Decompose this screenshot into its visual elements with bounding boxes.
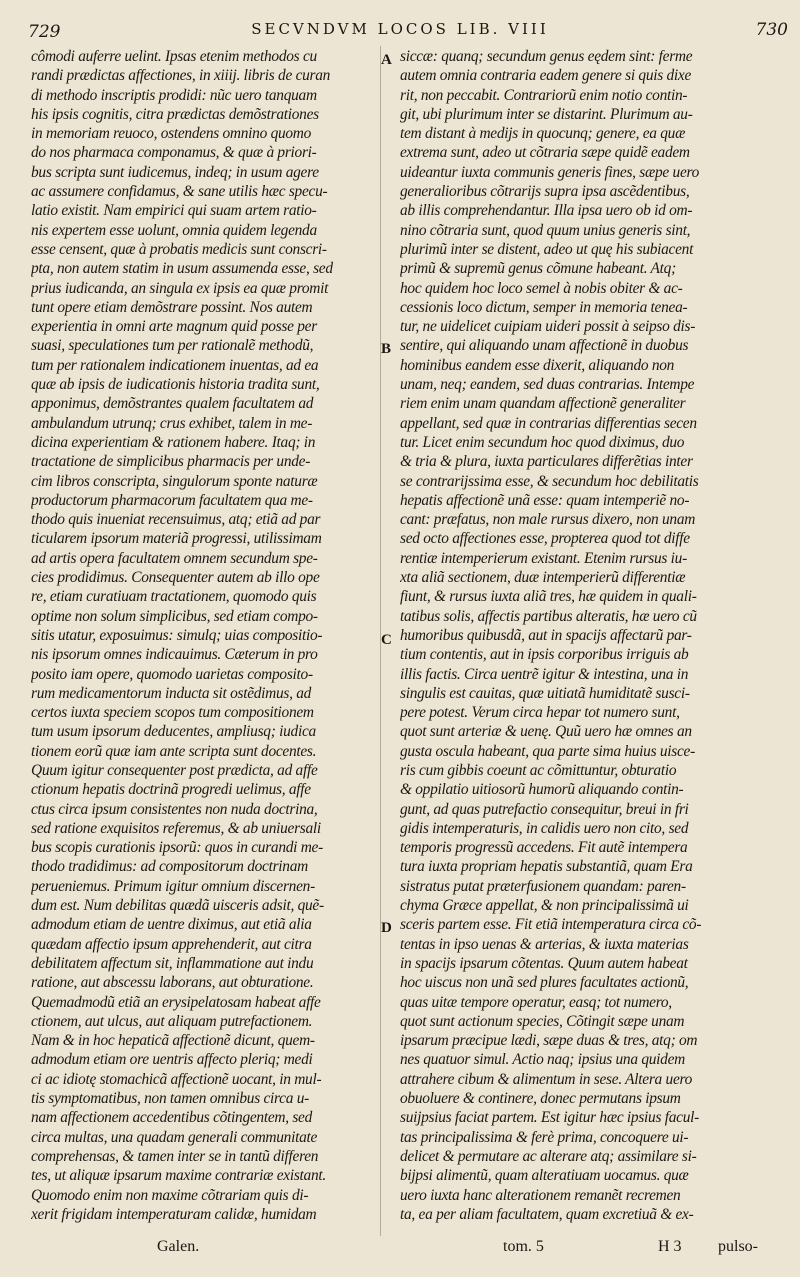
text-line: posito iam opere, quomodo uarietas composito-: [31, 665, 313, 683]
text-line: siccæ: quanq; secundum genus eędem sint: ferme: [400, 48, 693, 65]
text-line: illis factis. Circa uentrẽ igitur & intestina, una in: [400, 665, 689, 683]
text-line: admodum etiam de uentre diximus, aut etiã alia: [31, 916, 312, 934]
text-line: & oppilatio uitiosorũ humorũ aliquando contin-: [400, 781, 684, 799]
text-line: nis expertem esse uolunt, omnia quidem legenda: [31, 221, 317, 239]
text-line: singulis est cauitas, quæ uitiatã humiditatẽ susci-: [400, 684, 690, 702]
text-line: apponimus, demõstrantes qualem facultatem ad: [31, 395, 314, 413]
text-line: tentas in ipso uenas & arterias, & iuxta materias: [400, 935, 689, 953]
text-line: & tria & plura, iuxta particulares differẽtias inter: [400, 453, 693, 471]
text-line: riem enim unam quandam affectionẽ generaliter: [400, 395, 686, 413]
text-line: certos iuxta speciem scopos tum compositionem: [31, 704, 314, 722]
text-line: quas uitæ tempore operatur, easq; tot numero,: [400, 993, 672, 1011]
text-line: tractatione de simplicibus pharmacis per unde-: [31, 453, 311, 471]
text-line: uideantur iuxta communis generis fines, sæpe uero: [400, 163, 700, 181]
text-line: autem omnia contraria eadem genere si quis dixe: [400, 67, 692, 85]
footer-catchword: pulso-: [718, 1238, 758, 1255]
right-page-number: 730: [755, 20, 788, 40]
text-line: extrema sunt, adeo ut cõtraria sæpe quidẽ eadem: [400, 144, 690, 162]
text-line: git, ubi plurimum inter se distarint. Plurimum au-: [400, 105, 693, 123]
text-line: bus scripta sunt iudicemus, indeq; in usum agere: [31, 163, 319, 181]
text-line: hominibus eandem esse dixerit, aliquando non: [400, 356, 675, 374]
text-line: perueniemus. Primum igitur omnium discernen-: [31, 877, 315, 895]
text-line: experientia in omni arte magnum quid posse per: [31, 318, 317, 336]
text-line: ticularem ipsorum materiã progressi, utilissimam: [31, 530, 322, 548]
text-line: sitis utatur, exposuimus: simulq; uias compositio-: [31, 626, 323, 644]
text-line: plurimũ inter se distent, adeo ut quę his subiacent: [400, 240, 694, 258]
footer-author: Galen.: [157, 1238, 200, 1255]
text-line: quot sunt actionum species, Cõtingit sæpe unam: [400, 1012, 685, 1030]
text-line: attrahere cibum & alimentum in sese. Altera uero: [400, 1070, 693, 1088]
text-line: di methodo inscriptis prodidi: nũc uero tanquam: [31, 86, 317, 104]
text-line: temporis progressũ accedens. Fit autẽ intempera: [400, 839, 688, 857]
text-line: gidis intemperaturis, in calidis uero non cito, sed: [400, 819, 689, 837]
text-line: sistratus putat præterfusionem quandam: paren-: [400, 877, 686, 895]
text-line: xta aliã sectionem, duæ intemperierũ differentiæ: [400, 569, 686, 587]
text-line: thodo tradidimus: ad compositorum doctrinam: [31, 858, 308, 876]
text-line: ipsarum præcipue lædi, sæpe duas & tres, atq; om: [400, 1032, 698, 1050]
page-header: [0, 0, 800, 40]
text-line: tunt opere etiam demõstrare possint. Nos autem: [31, 298, 313, 316]
text-line: bijpsi alimentũ, quam alteratiuam uocamus. quæ: [400, 1167, 689, 1185]
text-line: gusta oscula habeant, qua parte sima huius uisce-: [400, 742, 695, 760]
text-line: rit, non peccabit. Contrariorũ enim notio contin-: [400, 86, 688, 104]
text-line: sceris partem esse. Fit etiã intemperatura circa cõ-: [400, 916, 702, 934]
text-line: tur. Licet enim secundum hoc quod diximus, duo: [400, 433, 685, 451]
text-line: chyma Græce appellat, & non principalissimã ui: [400, 897, 689, 915]
text-line: Quum igitur consequenter post prædicta, ad affe: [31, 761, 318, 779]
text-line: tes, ut aliquæ ipsarum maxime contrariæ existant.: [31, 1167, 326, 1185]
margin-marker-d: D: [381, 920, 392, 936]
text-line: tem distant à medijs in quocunq; genere, ea quæ: [400, 125, 686, 143]
text-line: quædam affectio ipsum apprehenderit, aut citra: [31, 935, 312, 953]
footer-signature: H 3: [658, 1238, 682, 1255]
text-line: rentiæ intemperierum existant. Etenim rursus iu-: [400, 549, 687, 567]
text-line: Quomodo enim non maxime cõtrariam quis di-: [31, 1186, 309, 1204]
text-line: quot sunt arteriæ & uenę. Quũ uero hæ omnes an: [400, 723, 692, 741]
text-line: se contrarijssima esse, & secundum hoc debilitatis: [400, 472, 699, 490]
text-line: unam, neq; eandem, sed duas contrarias. Intempe: [400, 376, 695, 394]
text-line: latio existit. Nam empirici qui suam artem ratio-: [31, 202, 317, 220]
text-line: in spacijs ipsarum cõtentas. Quum autem habeat: [400, 954, 688, 972]
text-line: admodum etiam ore uentris affecto pleriq; medi: [31, 1051, 313, 1069]
left-page-number: 729: [28, 22, 61, 42]
text-line: uero iuxta hanc alterationem remanẽt recremen: [400, 1186, 681, 1204]
text-line: randi prædictas affectiones, in xiiij. libris de curan: [31, 67, 331, 85]
text-line: ci ac idiotę stomachicã affectionẽ uocant, in mul-: [31, 1070, 322, 1088]
text-line: quæ ab ipsis de iudicationis historia tradita sunt,: [31, 376, 320, 394]
text-line: ta, ea per aliam facultatem, quam excretiuã & ex-: [400, 1205, 694, 1223]
text-line: debilitatem affectum sit, inflammatione aut indu: [31, 954, 314, 972]
text-line: ab illis comprehendantur. Illa ipsa uero ob id om-: [400, 202, 693, 220]
text-line: productorum pharmacorum facultatem qua me-: [31, 491, 313, 509]
text-line: delicet & permutare ac alterare atq; assimilare si-: [400, 1147, 697, 1165]
right-text-column: [400, 47, 792, 1224]
text-line: Quemadmodũ etiã an erysipelatosam habeat affe: [31, 993, 321, 1011]
margin-marker-a: A: [381, 52, 392, 68]
text-line: tas principalissima & ferè prima, concoquere ui-: [400, 1128, 689, 1146]
text-line: tium contentis, aut in ipsis corporibus irriguis ab: [400, 646, 689, 664]
text-line: pere potest. Verum circa hepar tot numero sunt,: [400, 704, 680, 722]
text-line: cant: præfatus, non male rursus dixero, non unam: [400, 511, 696, 529]
text-line: optime non solum simplicibus, sed etiam compo-: [31, 607, 318, 625]
text-line: sed ratione exquisitos referemus, & ab uniuersali: [31, 819, 321, 837]
text-line: comprehensas, & tamen inter se in tantũ differen: [31, 1147, 319, 1165]
margin-marker-b: B: [381, 341, 392, 357]
text-line: tis symptomatibus, non tamen omnibus circa u-: [31, 1090, 309, 1108]
margin-marker-c: C: [381, 632, 392, 648]
text-line: sentire, qui aliquando unam affectionẽ in duobus: [400, 337, 689, 355]
text-line: circa multas, una quadam generali communitate: [31, 1128, 318, 1146]
text-line: nino cõtraria sunt, quod quum unius generis sint,: [400, 221, 691, 239]
text-line: generalioribus cõtrarijs supra ipsa ascẽdentibus,: [400, 183, 690, 201]
text-line: tatibus solis, affectis partibus alteratis, hæ uero cũ: [400, 607, 697, 625]
text-line: suijpsius faciat partem. Est igitur hæc ipsius facul-: [400, 1109, 699, 1127]
text-line: cessionis loco dictum, semper in memoria tenea-: [400, 298, 688, 316]
text-line: humoribus quibusdã, aut in spacijs affectarũ par-: [400, 626, 692, 644]
text-line: suasi, speculationes tum per rationalẽ methodũ,: [31, 337, 314, 355]
text-line: ctus circa ipsum consistentes non nuda doctrina,: [31, 800, 318, 818]
text-line: in memoriam reuoco, ostendens omnino quomo: [31, 125, 312, 143]
text-line: ctionum hepatis doctrinã progredi uelimus, affe: [31, 781, 311, 799]
text-line: Nam & in hoc hepaticã affectionẽ dicunt, quem-: [31, 1032, 315, 1050]
text-line: dicina experientiam & rationem habere. Itaq; in: [31, 433, 316, 451]
text-line: nes quatuor simul. Actio naq; ipsius una quidem: [400, 1051, 685, 1069]
text-line: re, etiam curatiuam tractationem, quomodo quis: [31, 588, 317, 606]
text-line: tur, ne uidelicet cuipiam uideri possit à seipso dis-: [400, 318, 696, 336]
text-line: prius iudicanda, an singula ex ipsis ea quæ promit: [31, 279, 329, 297]
text-line: fiunt, & rursus iuxta aliã tres, hæ quidem in quali-: [400, 588, 697, 606]
left-text-column: [31, 47, 383, 1224]
text-line: ctionem, aut ulcus, aut aliquam putrefactionem.: [31, 1012, 313, 1030]
text-line: appellant, sed quæ in contrarias differentias secen: [400, 414, 697, 432]
text-line: hepatis affectionẽ unã esse: quam intemperiẽ no-: [400, 491, 690, 509]
text-line: primũ & supremũ genus cõmune habeant. Atq;: [400, 260, 676, 278]
text-line: do nos pharmaca componamus, & quæ à priori-: [31, 144, 317, 162]
text-line: tura iuxta propriam hepatis substantiã, quam Era: [400, 858, 693, 876]
text-line: tionem eorũ quæ iam ante scripta sunt docentes.: [31, 742, 317, 760]
text-line: nis ipsorum omnes indicauimus. Cæterum in pro: [31, 646, 318, 664]
text-line: nam affectionem accedentibus cõtingentem, sed: [31, 1109, 313, 1127]
text-line: bus scopis curationis ipsorũ: quos in curandi me-: [31, 839, 323, 857]
text-line: hoc uiscus non unã sed plures facultates actionũ,: [400, 974, 689, 992]
text-line: xerit frigidam intemperaturam calidæ, humidam: [31, 1205, 317, 1223]
text-line: ac assumere confidamus, & sane utilis hæc specu-: [31, 183, 328, 201]
text-line: ambulandum utrunq; crus exhibet, talem in me-: [31, 414, 313, 432]
footer-volume: tom. 5: [503, 1238, 544, 1255]
text-line: cim libros conscripta, singulorum sponte naturæ: [31, 472, 318, 490]
text-line: cômodi auferre uelint. Ipsas etenim methodos cu: [31, 48, 317, 65]
text-line: tum per rationalem indicationem inuentas, ad ea: [31, 356, 319, 374]
text-line: dum est. Num debilitas quædã uisceris adsit, quẽ-: [31, 897, 324, 915]
text-line: ris cum gibbis coeunt ac cõmittuntur, obturatio: [400, 761, 677, 779]
text-line: his ipsis cognitis, citra prædictas demõstrationes: [31, 105, 319, 123]
text-line: gunt, ad quas putrefactio consequitur, breui in fri: [400, 800, 689, 818]
text-line: thodo quis inueniat recensuimus, atq; etiã ad par: [31, 511, 321, 529]
text-line: cies prodidimus. Consequenter autem ab illo ope: [31, 569, 320, 587]
text-line: esse censent, quæ à probatis medicis sunt conscri-: [31, 240, 327, 258]
text-line: obuoluere & continere, donec permutans ipsum: [400, 1090, 681, 1108]
text-line: sed octo affectiones esse, propterea quod tot diffe: [400, 530, 690, 548]
text-line: tum usum ipsorum deducentes, ampliusq; iudica: [31, 723, 316, 741]
text-line: ad artis opera facultatem omnem secundum spe-: [31, 549, 318, 567]
text-line: ratione, aut abscessu laborans, aut obturatione.: [31, 974, 314, 992]
running-title: SECVNDVM LOCOS LIB. VIII: [251, 20, 549, 38]
text-line: rum medicamentorum inducta sit ostẽdimus, ad: [31, 684, 312, 702]
text-line: pta, non autem statim in usum assumenda esse, sed: [31, 260, 333, 278]
text-line: hoc quidem hoc loco semel à nobis obiter & ac-: [400, 279, 683, 297]
